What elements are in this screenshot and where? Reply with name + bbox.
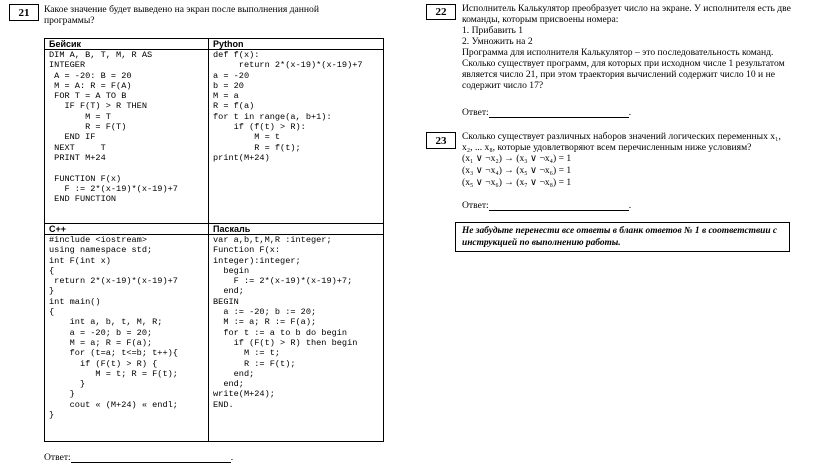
- question-22-intro: Исполнитель Калькулятор преобразует число на экране. У исполнителя есть две команды, которым присвоены номера:: [462, 3, 791, 25]
- python-code: def f(x): return 2*(x-19)*(x-19)+7 a = -20 b = 20 M = a R = f(a) for t in range(a, b+1): if (f(t) > R): M = t R = f(t); print(M+24): [213, 50, 363, 163]
- basic-header: Бейсик: [45, 39, 209, 50]
- answer-label: Ответ:: [462, 200, 489, 211]
- question-23-answer: Ответ: .: [462, 200, 632, 211]
- code-table: [44, 38, 384, 442]
- instruction-note: Не забудьте перенести все ответы в бланк ответов № 1 в соответствии с инструкцией по выполнению работы.: [455, 222, 790, 252]
- formula-list: [462, 153, 792, 189]
- basic-code: DIM A, B, T, M, R AS INTEGER A = -20: B = 20 M = A: R = F(A) FOR T = A TO B IF F(T) > R THEN M = T R = F(T) END IF NEXT T PRINT M+24 FUNCTION F(x) F := 2*(x-19)*(x-19)+7 END FUNCTION: [49, 50, 178, 205]
- answer-line[interactable]: [489, 107, 629, 118]
- formula-2: (x₃ ∨ ¬x₄) → (x₅ ∨ ¬x₆) = 1: [462, 165, 572, 176]
- python-code-cell: [209, 50, 384, 224]
- question-21-number-box: 21: [9, 4, 39, 21]
- question-21-text: Какое значение будет выведено на экран после выполнения данной программы?: [44, 4, 319, 26]
- question-22-text: [462, 3, 792, 91]
- python-header: Python: [209, 39, 384, 50]
- cpp-header: C++: [45, 224, 209, 235]
- answer-label: Ответ:: [462, 107, 489, 118]
- command-2: 2. Умножить на 2: [462, 36, 533, 47]
- question-23-statement: Сколько существует различных наборов значений логических переменных x₁, x₂, ... x₈, которые удовлетворяют всем перечисленным ниже условиям?: [462, 131, 781, 153]
- question-22-number-box: 22: [426, 4, 456, 20]
- formula-1: (x₁ ∨ ¬x₂) → (x₃ ∨ ¬x₄) = 1: [462, 153, 572, 164]
- formula-3: (x₅ ∨ ¬x₆) → (x₇ ∨ ¬x₈) = 1: [462, 177, 572, 188]
- question-22-body: Программа для исполнителя Калькулятор – это последовательность команд. Сколько существует программ, для которых при исходном числе 1 результатом является число 21, при этом траектория вычислений содержит число 10 и не содержит число 17?: [462, 47, 785, 91]
- question-23-number-box: 23: [426, 132, 456, 149]
- question-23-text: [462, 131, 792, 189]
- cpp-code: #include <iostream> using namespace std; int F(int x) { return 2*(x-19)*(x-19)+7 } int main() { int a, b, t, M, R; a = -20; b = 20; M = a; R = F(a); for (t=a; t<=b; t++){ if (F(t) > R) { M = t; R = F(t); } } cout « (M+24) « endl; }: [49, 235, 178, 421]
- pascal-code-cell: [209, 235, 384, 442]
- pascal-header: Паскаль: [209, 224, 384, 235]
- answer-line[interactable]: [489, 200, 629, 211]
- question-22-answer: Ответ: .: [462, 107, 632, 118]
- answer-label: Ответ:: [44, 452, 71, 463]
- command-1: 1. Прибавить 1: [462, 25, 524, 36]
- answer-line[interactable]: [71, 452, 231, 463]
- cpp-code-cell: [45, 235, 209, 442]
- pascal-code: var a,b,t,M,R :integer; Function F(x: integer):integer; begin F := 2*(x-19)*(x-19)+7; end; BEGIN a := -20; b := 20; M := a; R := F(a); for t := a to b do begin if (F(t) > R) then begin M := t; R := F(t); end; end; write(M+24); END.: [213, 235, 358, 410]
- question-21-answer: Ответ: .: [44, 452, 234, 463]
- basic-code-cell: [45, 50, 209, 224]
